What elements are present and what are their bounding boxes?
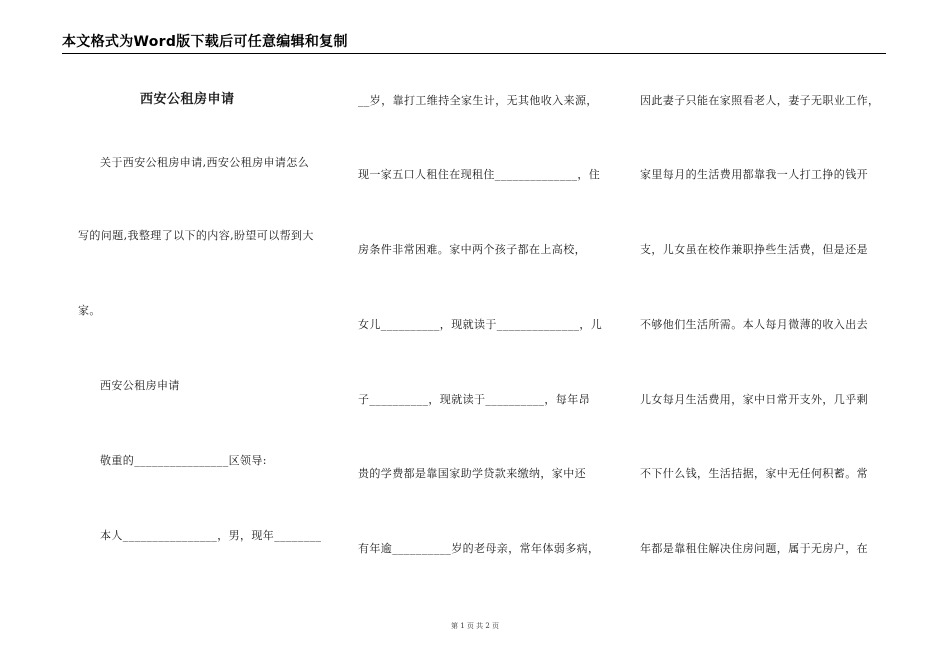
paragraph-line: 关于西安公租房申请,西安公租房申请怎么 xyxy=(100,156,310,169)
paragraph-line: 本人________________，男，现年________ xyxy=(100,529,322,542)
paragraph-line: 不下什么钱，生活拮据，家中无任何积蓄。常 xyxy=(640,467,868,480)
paragraph-line: 敬重的________________区领导: xyxy=(100,454,267,467)
paragraph-line: 女儿__________，现就读于______________，儿 xyxy=(358,318,603,331)
paragraph-line: 年都是靠租住解决住房问题，属于无房户，在 xyxy=(640,542,868,555)
paragraph-line: __岁，靠打工维持全家生计，无其他收入来源， xyxy=(358,94,598,107)
paragraph-line: 写的问题,我整理了以下的内容,盼望可以帮到大 xyxy=(78,229,314,242)
paragraph-line: 现一家五口人租住在现租住______________，住 xyxy=(358,168,601,181)
paragraph-line: 家里每月的生活费用都靠我一人打工挣的钱开 xyxy=(640,168,868,181)
paragraph-line: 贵的学费都是靠国家助学贷款来缴纳，家中还 xyxy=(358,467,586,480)
header-divider xyxy=(62,53,886,54)
paragraph-line: 有年逾__________岁的老母亲，常年体弱多病， xyxy=(358,542,600,555)
paragraph-line: 子__________，现就读于__________，每年昂 xyxy=(358,393,590,406)
document-title: 西安公租房申请 xyxy=(140,92,235,107)
paragraph-line: 房条件非常困难。家中两个孩子都在上高校， xyxy=(358,243,586,256)
page-header-text: 本文格式为Word版下载后可任意编辑和复制 xyxy=(62,34,348,50)
paragraph-line: 儿女每月生活费用，家中日常开支外，几乎剩 xyxy=(640,393,868,406)
paragraph-line: 西安公租房申请 xyxy=(100,379,180,392)
page-number: 第 1 页 共 2 页 xyxy=(450,622,500,630)
paragraph-line: 因此妻子只能在家照看老人，妻子无职业工作， xyxy=(640,94,880,107)
paragraph-line: 支，儿女虽在校作兼职挣些生活费，但是还是 xyxy=(640,243,868,256)
paragraph-line: 家。 xyxy=(78,304,101,317)
paragraph-line: 不够他们生活所需。本人每月微薄的收入出去 xyxy=(640,318,868,331)
